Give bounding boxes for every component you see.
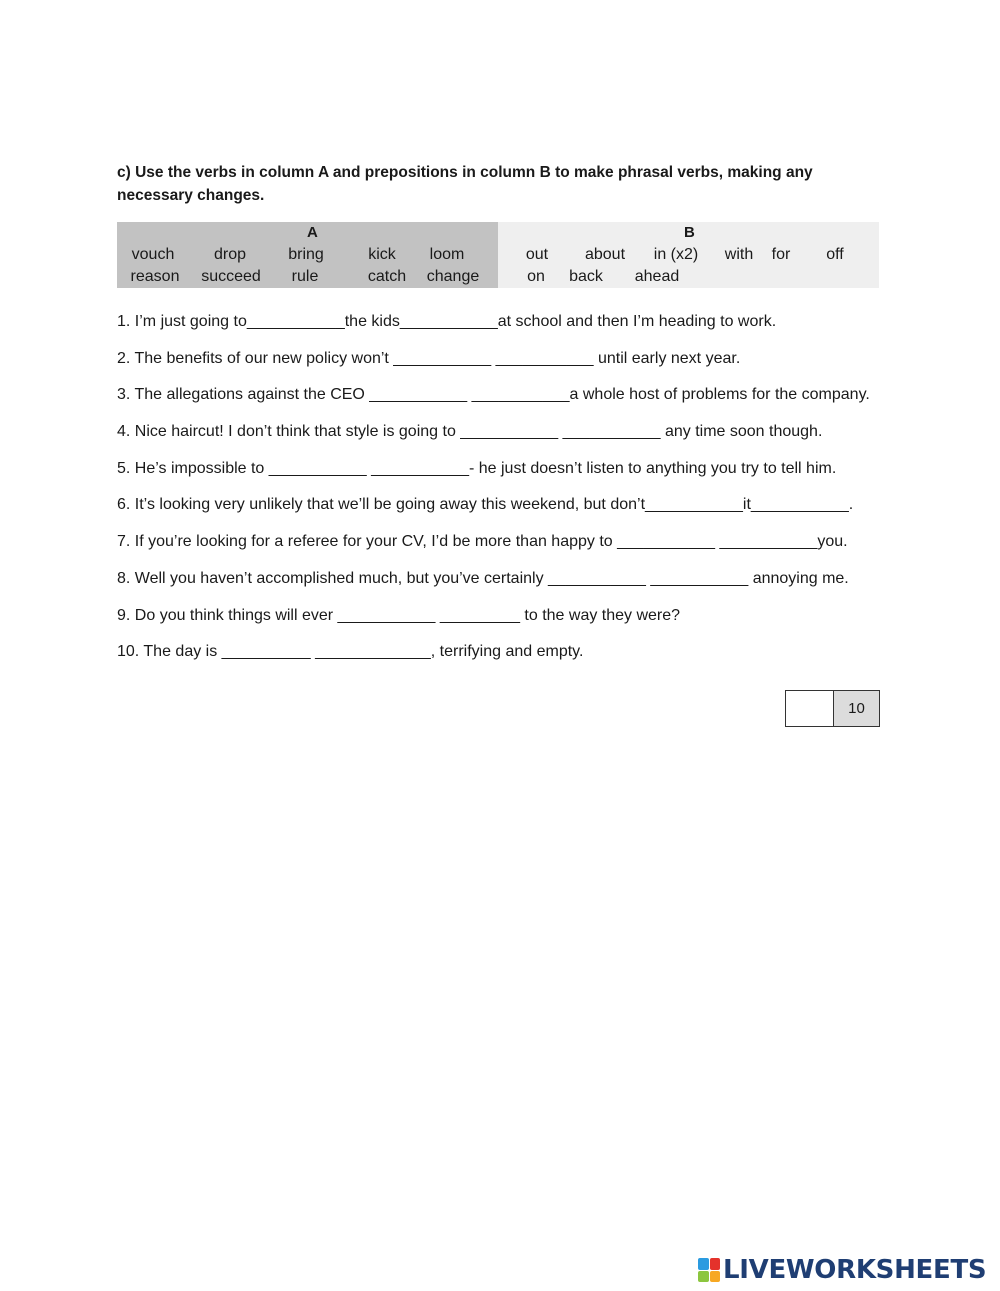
verb-word: bring [288,246,324,263]
verb-word: change [426,268,480,285]
preposition-word: in (x2) [653,246,699,263]
word-box-column-a [117,222,498,288]
preposition-word: off [826,246,844,263]
brand-name: LIVEWORKSHEETS [723,1255,987,1285]
verb-word: rule [291,268,319,285]
preposition-word: ahead [634,268,680,285]
question-list [117,312,897,679]
score-input-cell[interactable] [786,691,834,726]
verb-word: kick [368,246,396,263]
preposition-word: back [569,268,603,285]
score-total: 10 [834,691,879,726]
preposition-word: on [527,268,545,285]
question-item: 5. He’s impossible to ___________ ___________- he just doesn’t listen to anything you try to tell him. [117,459,837,477]
verb-word: loom [429,246,465,263]
logo-icon [698,1258,720,1282]
logo-cell [710,1271,721,1283]
logo-cell [710,1258,721,1270]
verb-word: vouch [131,246,175,263]
verb-word: drop [213,246,247,263]
column-b-heading: B [684,224,695,241]
verb-word: succeed [201,268,261,285]
question-item: 3. The allegations against the CEO ___________ ___________a whole host of problems for the company. [117,386,870,404]
score-box [785,690,880,727]
preposition-word: about [584,246,626,263]
question-item: 7. If you’re looking for a referee for your CV, I’d be more than happy to ___________ ___________you. [117,533,848,551]
question-item: 9. Do you think things will ever ___________ _________ to the way they were? [117,606,681,624]
question-item: 6. It’s looking very unlikely that we’ll be going away this weekend, but don’t___________it___________. [117,496,854,514]
verb-word: reason [130,268,180,285]
verb-word: catch [367,268,407,285]
question-item: 10. The day is __________ _____________, terrifying and empty. [117,643,584,661]
question-item: 4. Nice haircut! I don’t think that style is going to ___________ ___________ any time soon though. [117,423,823,441]
logo-cell [698,1258,709,1270]
preposition-word: for [771,246,791,263]
question-item: 2. The benefits of our new policy won’t ___________ ___________ until early next year. [117,349,741,367]
column-a-heading: A [307,224,318,241]
question-item: 1. I’m just going to___________the kids___________at school and then I’m heading to work. [117,313,777,330]
liveworksheets-logo [698,1255,986,1285]
logo-cell [698,1271,709,1283]
instruction-text: c) Use the verbs in column A and prepositions in column B to make phrasal verbs, making any necessary changes. [117,164,813,204]
question-item: 8. Well you haven’t accomplished much, but you’ve certainly ___________ ___________ annoying me. [117,569,849,587]
word-box-column-b [498,222,879,288]
preposition-word: with [724,246,754,263]
preposition-word: out [525,246,549,263]
